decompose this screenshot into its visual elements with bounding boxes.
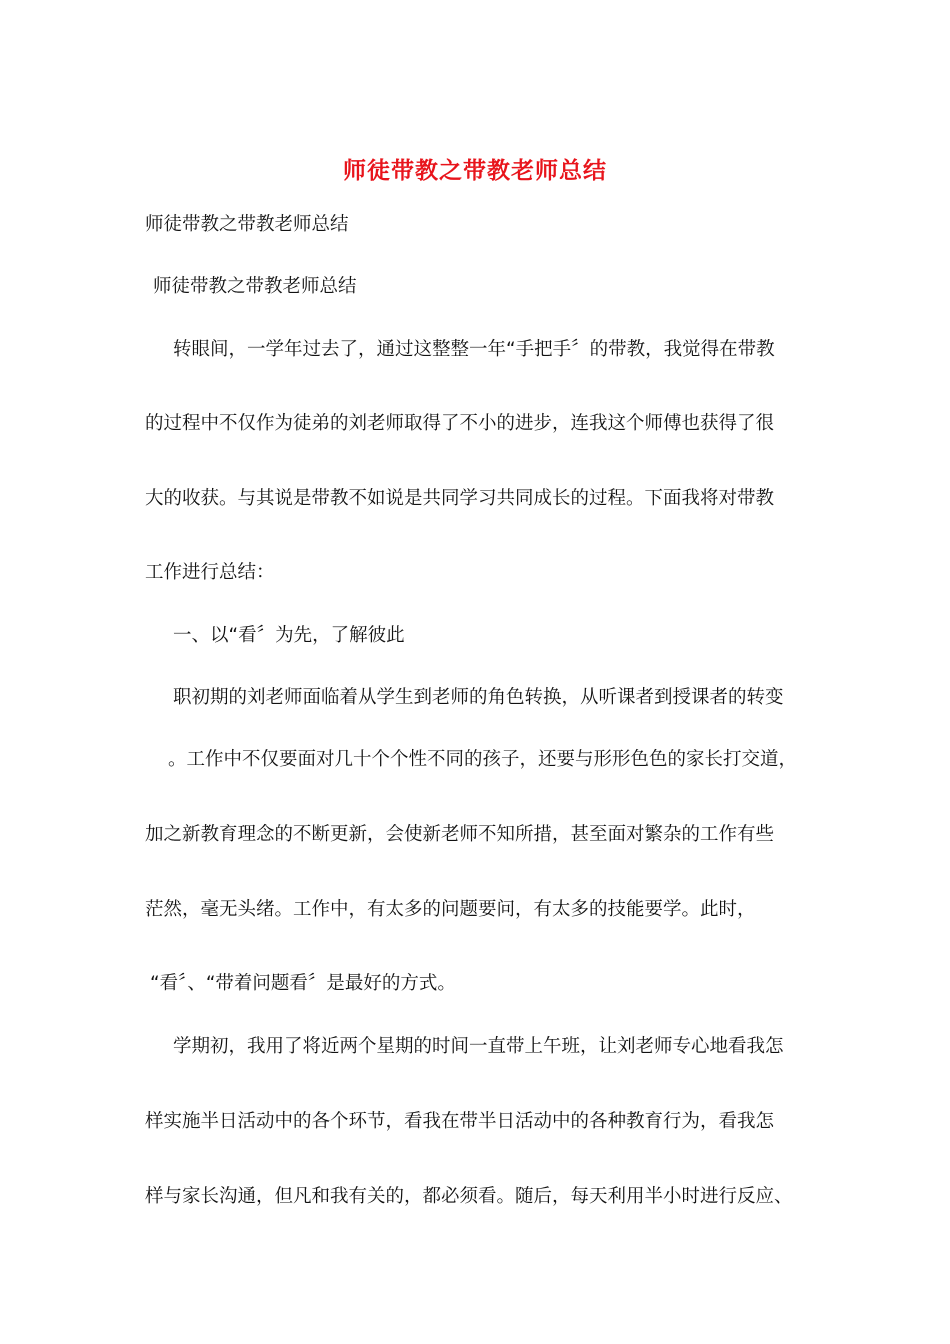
- paragraph-line: 大的收获。与其说是带教不如说是共同学习共同成长的过程。下面我将对带教: [145, 488, 775, 509]
- paragraph-line: 学期初，我用了将近两个星期的时间一直带上午班，让刘老师专心地看我怎: [173, 1036, 784, 1057]
- paragraph-line: 。工作中不仅要面对几十个个性不同的孩子，还要与形形色色的家长打交道，: [168, 749, 798, 770]
- paragraph-line: 职初期的刘老师面临着从学生到老师的角色转换，从听课者到授课者的转变: [173, 687, 784, 708]
- paragraph-line: 的过程中不仅作为徒弟的刘老师取得了不小的进步，连我这个师傅也获得了很: [145, 413, 775, 434]
- section-heading: 一、以“看〞为先，了解彼此: [173, 625, 405, 646]
- paragraph-line: 茫然，毫无头绪。工作中，有太多的问题要问，有太多的技能要学。此时，: [145, 899, 756, 920]
- paragraph-line: “看〞、“带着问题看〞是最好的方式。: [150, 973, 456, 994]
- paragraph-line: 样实施半日活动中的各个环节，看我在带半日活动中的各种教育行为，看我怎: [145, 1111, 775, 1132]
- subtitle-line: 师徒带教之带教老师总结: [153, 276, 357, 297]
- paragraph-line: 转眼间，一学年过去了，通过这整整一年“手把手〞的带教，我觉得在带教: [173, 339, 775, 360]
- paragraph-line: 工作进行总结：: [145, 562, 275, 583]
- paragraph-line: 加之新教育理念的不断更新，会使新老师不知所措，甚至面对繁杂的工作有些: [145, 824, 775, 845]
- document-title: 师徒带教之带教老师总结: [343, 157, 607, 184]
- paragraph-line: 样与家长沟通，但凡和我有关的，都必须看。随后，每天利用半小时进行反应、: [145, 1186, 793, 1207]
- subtitle-line: 师徒带教之带教老师总结: [145, 214, 349, 235]
